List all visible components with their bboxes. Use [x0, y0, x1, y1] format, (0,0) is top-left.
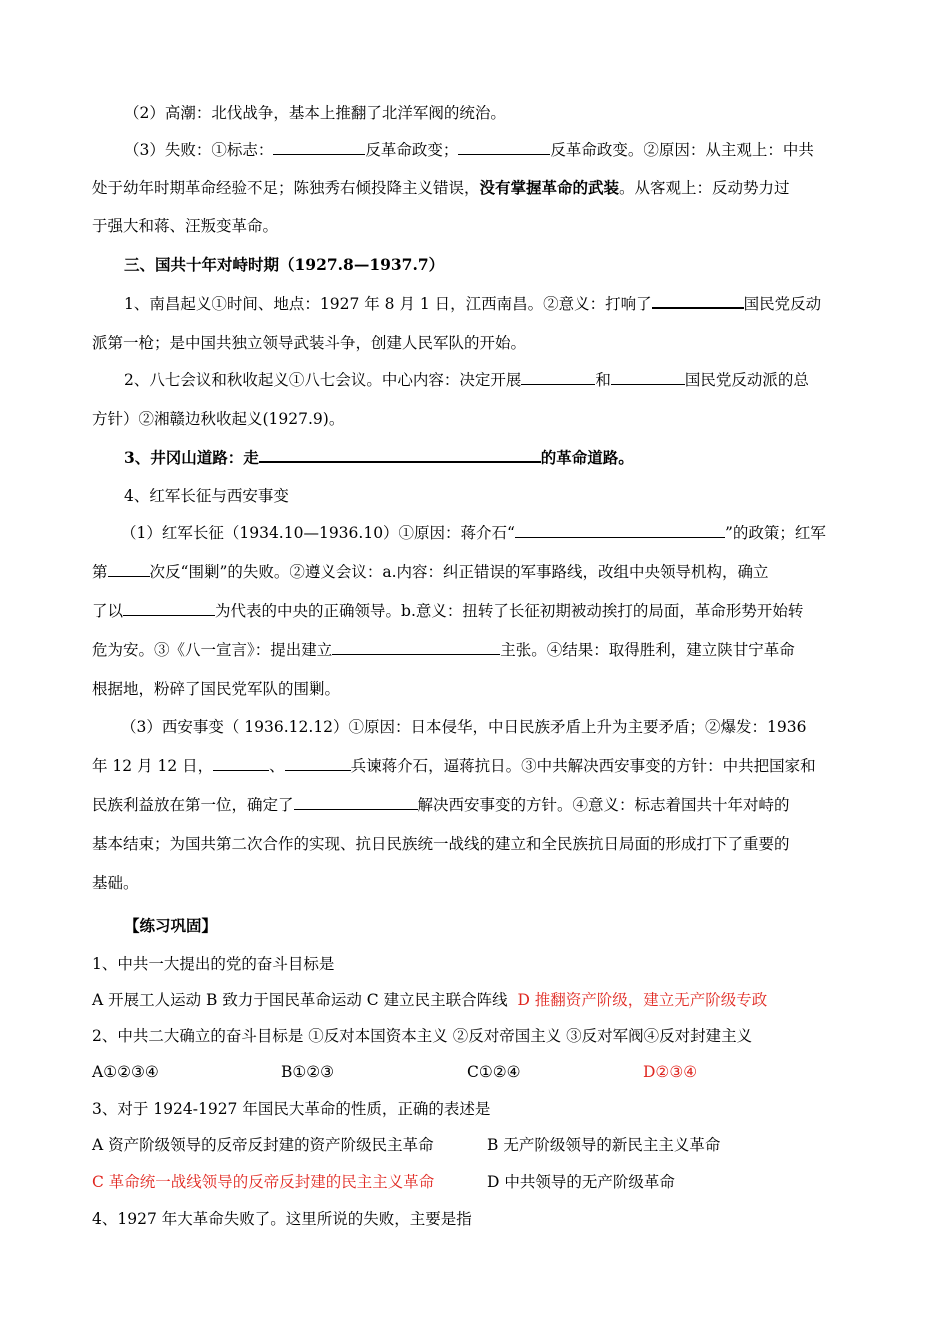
long-march-line5: 根据地，粉碎了国民党军队的围剿。 [92, 680, 341, 698]
q2-option-a: A①②③④ [92, 1063, 159, 1081]
question-4: 4、1927 年大革命失败了。这里所说的失败，主要是指 [92, 1210, 472, 1228]
q3-option-c-answer: C 革命统一战线领导的反帝反封建的民主主义革命 [92, 1173, 435, 1191]
fill-blank[interactable] [458, 139, 550, 155]
fill-blank[interactable] [123, 600, 215, 616]
long-march-line2: 第 次反“围剿”的失败。②遵义会议：a.内容：纠正错误的军事路线，改组中央领导机构，确立 [92, 563, 769, 581]
question-1: 1、中共一大提出的党的奋斗目标是 [92, 955, 335, 973]
jinggangshan-road: 3、井冈山道路：走 的革命道路。 [124, 448, 634, 467]
fill-blank[interactable] [515, 522, 725, 538]
fill-blank[interactable] [294, 794, 418, 810]
q2-option-d-answer: D②③④ [643, 1063, 698, 1081]
item-3-failure-line1: （3）失败：①标志： 反革命政变； 反革命政变。②原因：从主观上：中共 [124, 141, 814, 159]
august-7-meeting-line2: 方针）②湘赣边秋收起义(1927.9)。 [92, 410, 345, 428]
xian-incident-line3: 民族利益放在第一位，确定了 解决西安事变的方针。④意义：标志着国共十年对峙的 [92, 796, 790, 814]
q2-option-c: C①②④ [467, 1063, 521, 1081]
fill-blank[interactable] [332, 639, 500, 655]
xian-incident-line2: 年 12 月 12 日， 、 兵谏蒋介石，逼蒋抗日。③中共解决西安事变的方针：中共把国家和 [92, 757, 816, 775]
nanchang-uprising-line1: 1、南昌起义①时间、地点：1927 年 8 月 1 日，江西南昌。②意义：打响了 国民党反动 [124, 292, 872, 315]
section-3-heading: 三、国共十年对峙时期（1927.8—1937.7） [124, 255, 445, 274]
item-3-failure-line3: 于强大和蒋、汪叛变革命。 [92, 217, 279, 235]
item-3-failure-line2: 处于幼年时期革命经验不足；陈独秀右倾投降主义错误，没有掌握革命的武装。从客观上：反动势力过 [92, 178, 790, 197]
nanchang-uprising-line2: 派第一枪；是中国共独立领导武装斗争，创建人民军队的开始。 [92, 334, 527, 352]
xian-incident-line4: 基本结束；为国共第二次合作的实现、抗日民族统一战线的建立和全民族抗日局面的形成打下了重要的 [92, 835, 790, 853]
fill-blank[interactable] [108, 561, 150, 577]
practice-heading: 【练习巩固】 [124, 916, 218, 935]
xian-incident-line5: 基础。 [92, 874, 139, 892]
xian-incident-line1: （3）西安事变（ 1936.12.12）①原因：日本侵华，中日民族矛盾上升为主要矛盾；②爆发：1936 [121, 718, 807, 736]
fill-blank[interactable] [652, 292, 744, 309]
q1-answer-d: D 推翻资产阶级，建立无产阶级专政 [517, 991, 768, 1009]
item-2-climax: （2）高潮：北伐战争，基本上推翻了北洋军阀的统治。 [124, 104, 506, 122]
fill-blank[interactable] [285, 755, 351, 771]
q3-option-b: B 无产阶级领导的新民主主义革命 [487, 1136, 721, 1154]
long-march-line3: 了以 为代表的中央的正确领导。b.意义：扭转了长征初期被动挨打的局面，革命形势开始转 [92, 602, 804, 620]
long-march-line4: 危为安。③《八一宣言》：提出建立 主张。④结果：取得胜利，建立陕甘宁革命 [92, 641, 795, 659]
q3-option-a: A 资产阶级领导的反帝反封建的资产阶级民主革命 [92, 1136, 434, 1154]
august-7-meeting-line1: 2、八七会议和秋收起义①八七会议。中心内容：决定开展 和 国民党反动派的总 [124, 371, 809, 389]
fill-blank[interactable] [273, 139, 365, 155]
q3-option-d: D 中共领导的无产阶级革命 [487, 1173, 675, 1191]
fill-blank[interactable] [521, 369, 595, 385]
long-march-line1: （1）红军长征（1934.10—1936.10）①原因：蒋介石“ ”的政策；红军 [121, 524, 826, 542]
fill-blank[interactable] [213, 755, 269, 771]
question-3: 3、对于 1924-1927 年国民大革命的性质，正确的表述是 [92, 1100, 491, 1118]
fill-blank[interactable] [611, 369, 685, 385]
item-4-title: 4、红军长征与西安事变 [124, 487, 289, 505]
question-2: 2、中共二大确立的奋斗目标是 ①反对本国资本主义 ②反对帝国主义 ③反对军阀④反对封建主义 [92, 1027, 753, 1045]
question-1-options [92, 989, 872, 1011]
fill-blank[interactable] [259, 446, 541, 463]
q1-options-abc: A 开展工人运动 B 致力于国民革命运动 C 建立民主联合阵线 [92, 991, 508, 1009]
q2-option-b: B①②③ [281, 1063, 335, 1081]
